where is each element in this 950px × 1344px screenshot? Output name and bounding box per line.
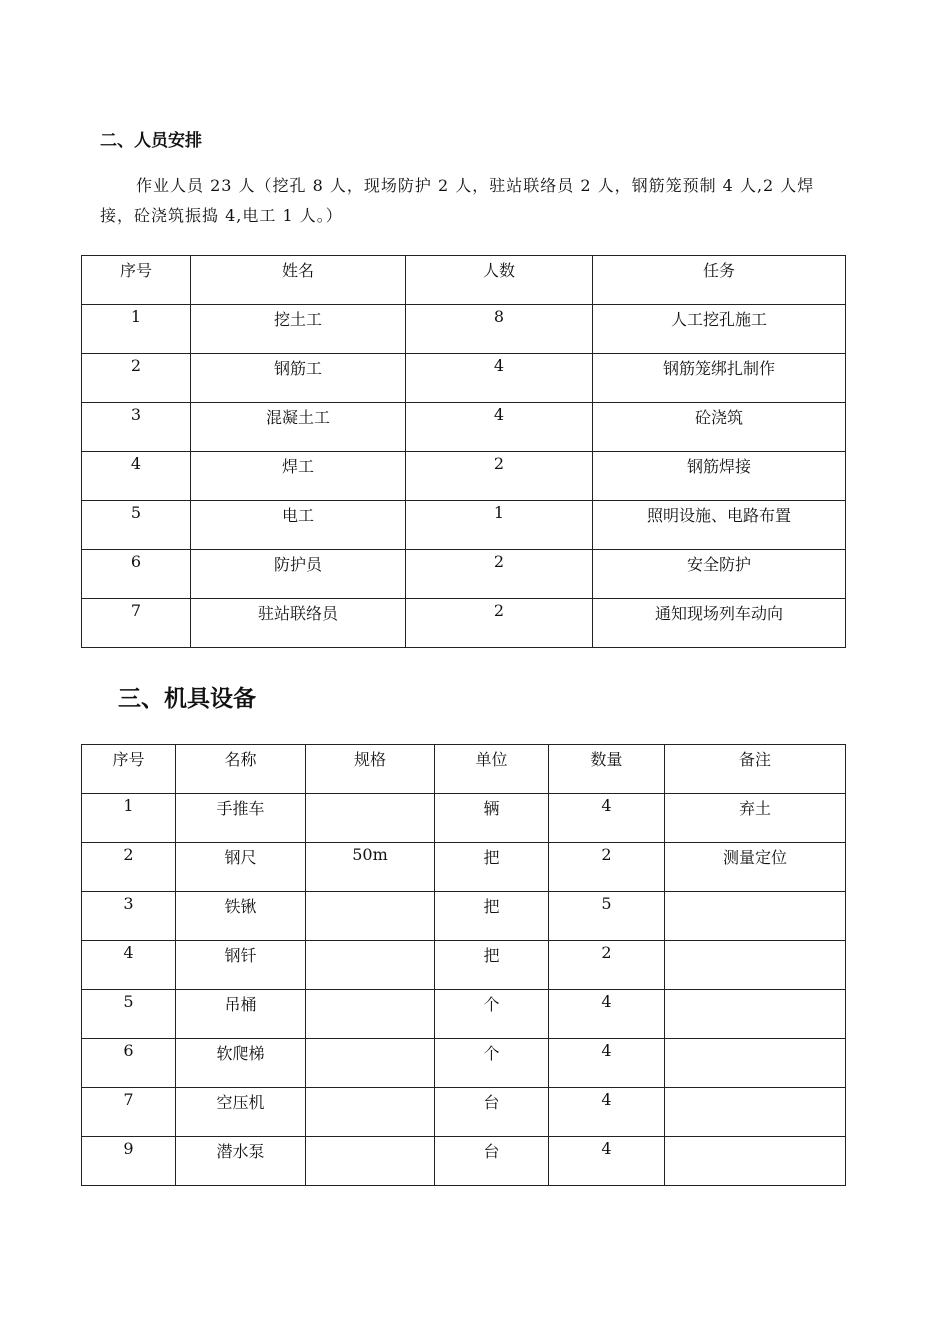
cell-name: 焊工 — [191, 452, 406, 501]
cell-task: 人工挖孔施工 — [593, 305, 846, 354]
table-row — [82, 941, 846, 990]
cell-index: 2 — [82, 843, 176, 892]
cell-index: 9 — [82, 1137, 176, 1186]
cell-count: 2 — [406, 599, 593, 648]
header-cell-index: 序号 — [82, 256, 191, 305]
header-cell-name: 姓名 — [191, 256, 406, 305]
cell-spec — [306, 941, 435, 990]
header-cell-quantity: 数量 — [549, 745, 665, 794]
cell-name: 钢钎 — [176, 941, 306, 990]
cell-unit: 辆 — [435, 794, 549, 843]
cell-index: 1 — [82, 305, 191, 354]
cell-unit: 把 — [435, 843, 549, 892]
cell-name: 钢筋工 — [191, 354, 406, 403]
cell-index: 3 — [82, 403, 191, 452]
cell-spec — [306, 892, 435, 941]
cell-task: 钢筋笼绑扎制作 — [593, 354, 846, 403]
cell-count: 8 — [406, 305, 593, 354]
table-row — [82, 1088, 846, 1137]
cell-remark — [665, 1088, 846, 1137]
cell-spec — [306, 1137, 435, 1186]
cell-unit: 台 — [435, 1137, 549, 1186]
cell-count: 4 — [406, 354, 593, 403]
equipment-table — [81, 744, 846, 1186]
cell-quantity: 2 — [549, 843, 665, 892]
cell-remark: 测量定位 — [665, 843, 846, 892]
cell-count: 2 — [406, 550, 593, 599]
cell-spec — [306, 990, 435, 1039]
table-row — [82, 1039, 846, 1088]
cell-quantity: 4 — [549, 990, 665, 1039]
cell-remark — [665, 990, 846, 1039]
cell-name: 手推车 — [176, 794, 306, 843]
cell-spec — [306, 794, 435, 843]
paragraph-line-1: 作业人员 23 人（挖孔 8 人，现场防护 2 人，驻站联络员 2 人，钢筋笼预制 4 人,2 人焊 — [136, 176, 815, 195]
cell-quantity: 4 — [549, 1088, 665, 1137]
cell-remark: 弃土 — [665, 794, 846, 843]
table-row — [82, 501, 846, 550]
section-3-heading: 三、机具设备 — [118, 685, 256, 712]
cell-task: 钢筋焊接 — [593, 452, 846, 501]
header-cell-unit: 单位 — [435, 745, 549, 794]
table-row — [82, 452, 846, 501]
cell-task: 安全防护 — [593, 550, 846, 599]
cell-index: 6 — [82, 1039, 176, 1088]
cell-spec — [306, 1088, 435, 1137]
header-cell-name: 名称 — [176, 745, 306, 794]
cell-name: 吊桶 — [176, 990, 306, 1039]
cell-index: 5 — [82, 501, 191, 550]
cell-task: 通知现场列车动向 — [593, 599, 846, 648]
table-row — [82, 550, 846, 599]
cell-index: 4 — [82, 941, 176, 990]
cell-index: 5 — [82, 990, 176, 1039]
cell-name: 软爬梯 — [176, 1039, 306, 1088]
table-header-row — [82, 256, 846, 305]
cell-name: 挖土工 — [191, 305, 406, 354]
cell-spec: 50m — [306, 843, 435, 892]
table-row — [82, 794, 846, 843]
cell-unit: 把 — [435, 892, 549, 941]
cell-name: 防护员 — [191, 550, 406, 599]
cell-name: 电工 — [191, 501, 406, 550]
staffing-paragraph — [100, 171, 848, 231]
staff-table — [81, 255, 846, 648]
table-row — [82, 843, 846, 892]
cell-remark — [665, 892, 846, 941]
table-row — [82, 354, 846, 403]
cell-remark — [665, 1039, 846, 1088]
cell-index: 3 — [82, 892, 176, 941]
cell-count: 2 — [406, 452, 593, 501]
cell-name: 混凝土工 — [191, 403, 406, 452]
cell-name: 驻站联络员 — [191, 599, 406, 648]
cell-remark — [665, 941, 846, 990]
cell-index: 1 — [82, 794, 176, 843]
table-row — [82, 892, 846, 941]
header-cell-task: 任务 — [593, 256, 846, 305]
section-2-heading: 二、人员安排 — [100, 131, 202, 151]
cell-count: 4 — [406, 403, 593, 452]
table-row — [82, 599, 846, 648]
paragraph-line-2: 接，砼浇筑振捣 4,电工 1 人。） — [100, 206, 343, 225]
table-row — [82, 990, 846, 1039]
cell-index: 2 — [82, 354, 191, 403]
cell-name: 空压机 — [176, 1088, 306, 1137]
cell-index: 6 — [82, 550, 191, 599]
cell-remark — [665, 1137, 846, 1186]
cell-unit: 个 — [435, 1039, 549, 1088]
header-cell-index: 序号 — [82, 745, 176, 794]
header-cell-remark: 备注 — [665, 745, 846, 794]
table-row — [82, 305, 846, 354]
cell-index: 7 — [82, 599, 191, 648]
cell-unit: 把 — [435, 941, 549, 990]
cell-quantity: 2 — [549, 941, 665, 990]
cell-name: 铁锹 — [176, 892, 306, 941]
cell-quantity: 4 — [549, 1137, 665, 1186]
header-cell-spec: 规格 — [306, 745, 435, 794]
cell-quantity: 5 — [549, 892, 665, 941]
cell-task: 砼浇筑 — [593, 403, 846, 452]
cell-spec — [306, 1039, 435, 1088]
cell-name: 钢尺 — [176, 843, 306, 892]
cell-count: 1 — [406, 501, 593, 550]
header-cell-count: 人数 — [406, 256, 593, 305]
cell-quantity: 4 — [549, 794, 665, 843]
table-row — [82, 403, 846, 452]
cell-index: 4 — [82, 452, 191, 501]
cell-unit: 个 — [435, 990, 549, 1039]
cell-quantity: 4 — [549, 1039, 665, 1088]
cell-index: 7 — [82, 1088, 176, 1137]
table-row — [82, 1137, 846, 1186]
cell-unit: 台 — [435, 1088, 549, 1137]
table-header-row — [82, 745, 846, 794]
cell-task: 照明设施、电路布置 — [593, 501, 846, 550]
cell-name: 潜水泵 — [176, 1137, 306, 1186]
